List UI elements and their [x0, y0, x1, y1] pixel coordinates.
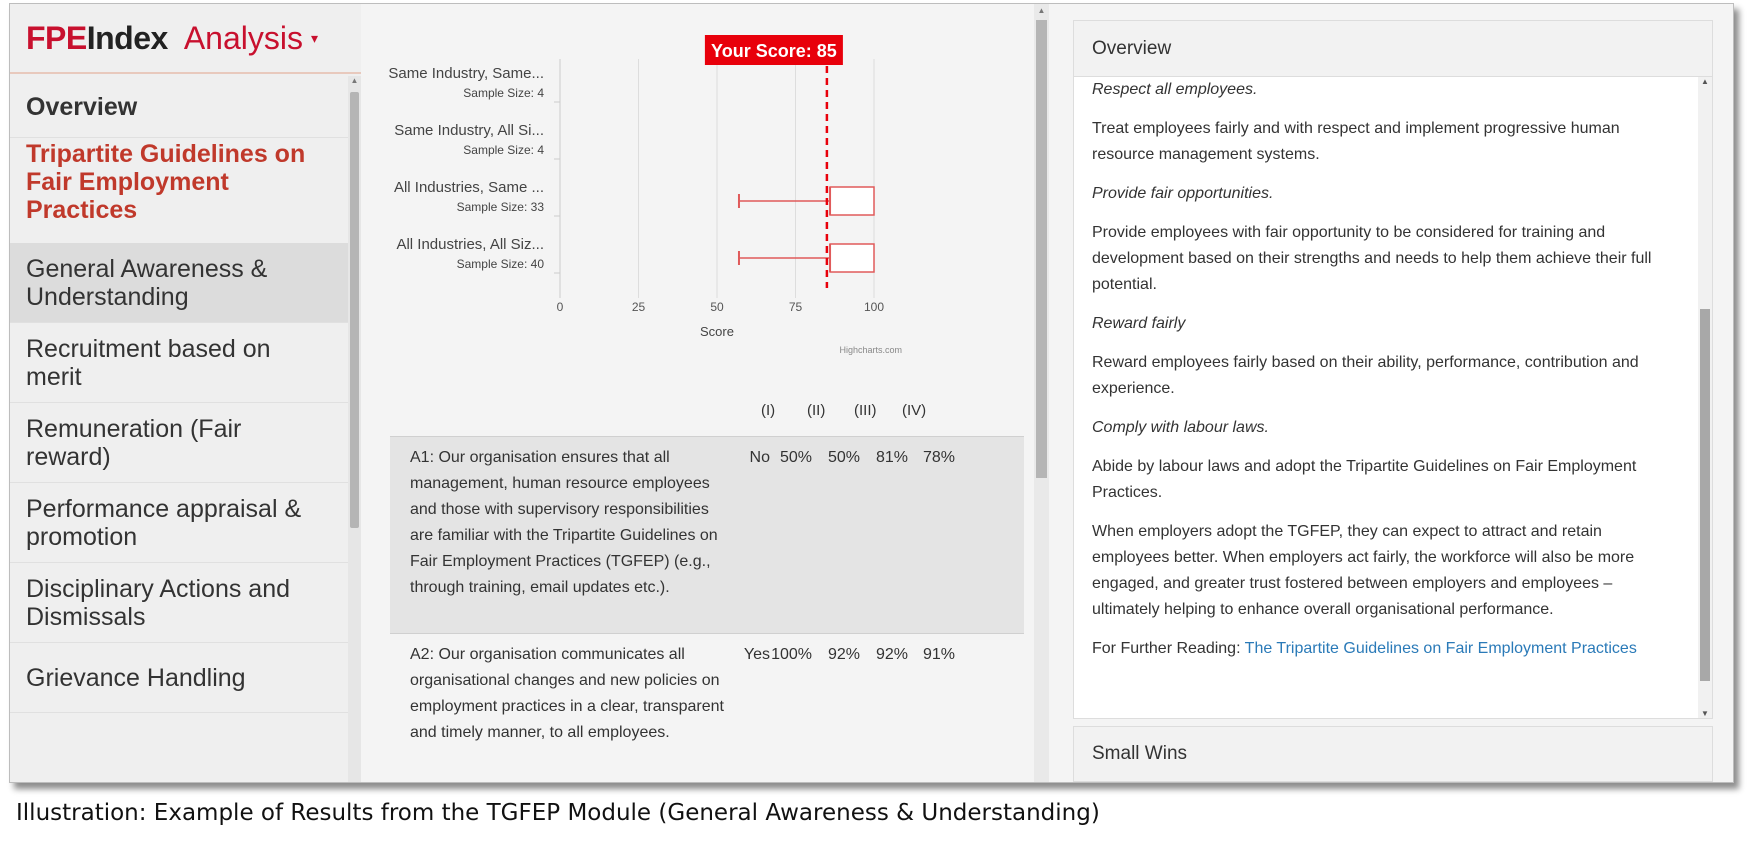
sample-size-label: Sample Size: 40	[456, 257, 544, 271]
col-header-i: (I)	[761, 402, 776, 419]
sidebar	[10, 4, 361, 782]
category-label: Same Industry, All Si...	[394, 122, 544, 139]
overview-paragraph: Respect all employees.	[1092, 81, 1258, 98]
value-ii: 50%	[827, 449, 860, 466]
question-text: A2: Our organisation communicates all organisational changes and new policies on employment practices in a clear, transparent and timely manner, to all employees.	[410, 646, 724, 741]
sidebar-nav	[10, 76, 348, 782]
question-text: A1: Our organisation ensures that all management, human resource employees and those with supervisory responsibilities are familiar with the Tripartite Guidelines on Fair Employment Practices (TGFEP) (e.g., through training, email updates etc.).	[410, 449, 718, 596]
score-boxplot-chart	[372, 4, 1032, 424]
value-iii: 92%	[875, 646, 908, 663]
x-axis-title: Score	[700, 324, 734, 339]
category-label: All Industries, All Siz...	[396, 236, 544, 253]
caret-down-icon: ▾	[310, 29, 318, 46]
box	[830, 187, 874, 215]
overview-paragraph: Abide by labour laws and adopt the Tripartite Guidelines on Fair Employment Practices.	[1092, 458, 1637, 501]
overview-paragraph: Reward employees fairly based on their ability, performance, contribution and experience.	[1092, 354, 1639, 397]
col-header-ii: (II)	[807, 402, 826, 419]
sample-size-label: Sample Size: 4	[463, 143, 544, 157]
info-panel	[1073, 20, 1723, 782]
overview-panel-body	[1073, 76, 1713, 719]
x-tick-label: 75	[788, 300, 803, 314]
scroll-up-icon[interactable]: ▲	[1037, 6, 1046, 15]
sidebar-scrollbar-thumb[interactable]	[350, 92, 359, 528]
answer-value: No	[749, 449, 770, 466]
scroll-down-icon[interactable]: ▼	[1701, 709, 1709, 718]
sidebar-item-disciplinary-actions[interactable]: Disciplinary Actions and Dismissals	[10, 563, 348, 643]
value-i: 50%	[779, 449, 812, 466]
tgfep-guidelines-link[interactable]: The Tripartite Guidelines on Fair Employment Practices	[1244, 640, 1637, 657]
value-i: 100%	[771, 646, 812, 663]
results-pane	[372, 4, 1032, 782]
small-wins-panel-header[interactable]: Small Wins	[1073, 726, 1713, 782]
sample-size-label: Sample Size: 33	[456, 200, 544, 214]
analysis-menu[interactable]	[184, 20, 318, 57]
further-reading-label: For Further Reading:	[1092, 640, 1245, 657]
overview-paragraph: Treat employees fairly and with respect and implement progressive human resource management systems.	[1092, 120, 1620, 163]
value-ii: 92%	[827, 646, 860, 663]
further-reading	[1092, 636, 1677, 662]
sidebar-scrollbar[interactable]	[348, 76, 361, 782]
x-tick-label: 100	[863, 300, 885, 314]
figure-caption: Illustration: Example of Results from the TGFEP Module (General Awareness & Understanding)	[16, 800, 1100, 826]
sidebar-item-recruitment[interactable]: Recruitment based on merit	[10, 323, 348, 403]
analysis-menu-label: Analysis	[183, 19, 303, 56]
box	[830, 244, 874, 272]
sidebar-section-tgfep[interactable]: Tripartite Guidelines on Fair Employment Practices	[10, 138, 348, 255]
overview-paragraph: Reward fairly	[1092, 315, 1186, 332]
fpeindex-logo[interactable]: FPEIndex	[26, 19, 168, 56]
sidebar-item-general-awareness[interactable]: General Awareness & Understanding	[10, 243, 348, 323]
chart-credit: Highcharts.com	[839, 345, 902, 355]
results-scrollbar-thumb[interactable]	[1036, 20, 1047, 478]
scroll-up-icon[interactable]: ▲	[1701, 77, 1709, 86]
sidebar-item-overview[interactable]: Overview	[10, 76, 348, 138]
value-iii: 81%	[875, 449, 908, 466]
sample-size-label: Sample Size: 4	[463, 86, 544, 100]
overview-paragraph: Provide fair opportunities.	[1092, 185, 1274, 202]
overview-paragraph: Provide employees with fair opportunity to be considered for training and development based on their strengths and needs to help them achieve their full potential.	[1092, 224, 1652, 293]
value-iv: 78%	[922, 449, 955, 466]
x-tick-label: 50	[710, 300, 724, 314]
your-score-label: Your Score: 85	[711, 41, 837, 61]
overview-scrollbar[interactable]	[1698, 77, 1712, 718]
table-row	[390, 436, 1024, 634]
overview-content	[1092, 77, 1677, 675]
overview-paragraph: Comply with labour laws.	[1092, 419, 1269, 436]
sidebar-item-performance-appraisal[interactable]: Performance appraisal & promotion	[10, 483, 348, 563]
x-tick-label: 25	[631, 300, 646, 314]
value-iv: 91%	[922, 646, 955, 663]
overview-panel-header[interactable]: Overview	[1073, 20, 1713, 76]
col-header-iii: (III)	[854, 402, 877, 419]
chart-canvas	[372, 4, 1032, 404]
overview-paragraph: When employers adopt the TGFEP, they can expect to attract and retain employees better. When employers act fairly, the workforce will also be more engaged, and greater trust fostered between employers and employees – ultimately helping to enhance overall organisational performance.	[1092, 523, 1635, 618]
table-row	[390, 634, 1024, 782]
results-scrollbar[interactable]	[1034, 4, 1049, 782]
answer-value: Yes	[743, 646, 770, 663]
col-header-iv: (IV)	[902, 402, 927, 419]
category-label: All Industries, Same ...	[393, 179, 544, 196]
sidebar-item-grievance-handling[interactable]: Grievance Handling	[10, 643, 348, 713]
category-label: Same Industry, Same...	[388, 65, 544, 82]
x-tick-label: 0	[556, 300, 564, 314]
table-column-headers	[372, 402, 1032, 432]
scroll-up-icon[interactable]: ▲	[350, 76, 359, 85]
sidebar-item-remuneration[interactable]: Remuneration (Fair reward)	[10, 403, 348, 483]
overview-scrollbar-thumb[interactable]	[1700, 309, 1710, 681]
app-window	[9, 3, 1734, 783]
brand-bar	[10, 4, 361, 74]
